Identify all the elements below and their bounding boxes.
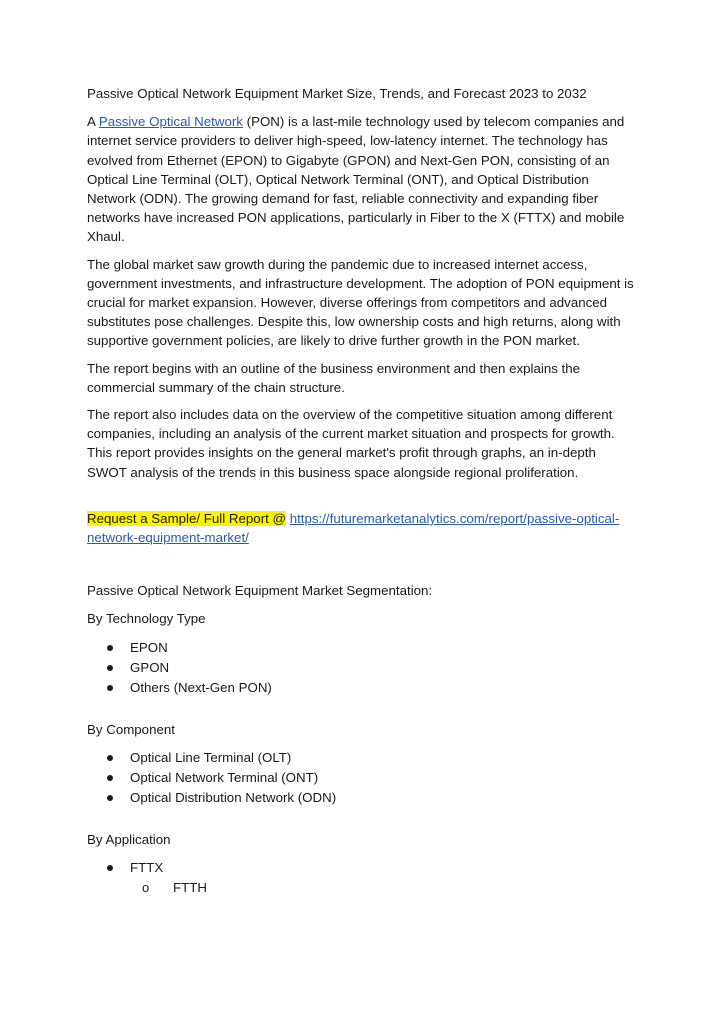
sub-list-item: o FTTH [173, 878, 639, 898]
segmentation-heading: Passive Optical Network Equipment Market Segmentation: [87, 583, 433, 599]
intro-prefix: A [87, 114, 99, 130]
document-title-line: Passive Optical Network Equipment Market Size, Trends, and Forecast 2023 to 2032 [87, 86, 587, 101]
market-growth-paragraph: The global market saw growth during the pandemic due to increased internet access, government investments, and infrastructure development. The adoption of PON equipment is crucial for market expansion. However, diverse offerings from competitors and advanced substitutes pose challenges. Despite this, low ownership costs and high returns, along with supportive government policies, are likely to drive further growth in the PON market. [87, 256, 634, 349]
application-sub-list [87, 878, 639, 898]
list-item: Optical Distribution Network (ODN) [130, 788, 639, 808]
request-sample-label: Request a Sample/ Full Report @ [87, 510, 287, 526]
bullet-icon [107, 755, 113, 761]
document-page [87, 84, 639, 898]
report-url-link[interactable]: https://futuremarketanalytics.com/report/passive-optical-network-equipment-market/ [87, 510, 620, 546]
list-item: Optical Line Terminal (OLT) [130, 748, 639, 768]
pon-link[interactable]: Passive Optical Network [98, 114, 243, 130]
list-item: EPON [130, 638, 639, 658]
list-item: GPON [130, 658, 639, 678]
bullet-icon [107, 645, 113, 651]
request-sample-line [87, 509, 639, 547]
intro-rest: (PON) is a last-mile technology used by telecom companies and internet service providers to deliver high-speed, low-latency internet. The technology has evolved from Ethernet (EPON) to Gigabyte (GPON) and Next-Gen PON, consisting of an Optical Line Terminal (OLT), Optical Network Terminal (ONT), and Optical Distribution Network (ODN). The growing demand for fast, reliable connectivity and expanding fiber networks have increased PON applications, particularly in Fiber to the X (FTTX) and mobile Xhaul. [87, 114, 625, 245]
bullet-icon [107, 865, 113, 871]
report-overview-paragraph: The report also includes data on the overview of the competitive situation among different companies, including an analysis of the current market situation and prospects for growth. This report provides insights on the general market's profit through graphs, an in-depth SWOT analysis of the trends in this business space alongside regional proliferation. [87, 407, 615, 480]
application-list [87, 858, 639, 878]
intro-paragraph [87, 112, 639, 246]
bullet-icon [107, 685, 113, 691]
component-list [87, 748, 639, 808]
list-item: FTTX [130, 858, 639, 878]
sub-bullet-icon: o [142, 880, 150, 896]
bullet-icon [107, 795, 113, 801]
technology-type-heading: By Technology Type [87, 611, 206, 627]
list-item: Others (Next-Gen PON) [130, 678, 639, 698]
list-item: Optical Network Terminal (ONT) [130, 768, 639, 788]
bullet-icon [107, 665, 113, 671]
report-outline-paragraph: The report begins with an outline of the business environment and then explains the commercial summary of the chain structure. [87, 360, 581, 395]
application-heading: By Application [87, 831, 171, 847]
technology-type-list [87, 638, 639, 698]
bullet-icon [107, 775, 113, 781]
component-heading: By Component [87, 721, 175, 737]
